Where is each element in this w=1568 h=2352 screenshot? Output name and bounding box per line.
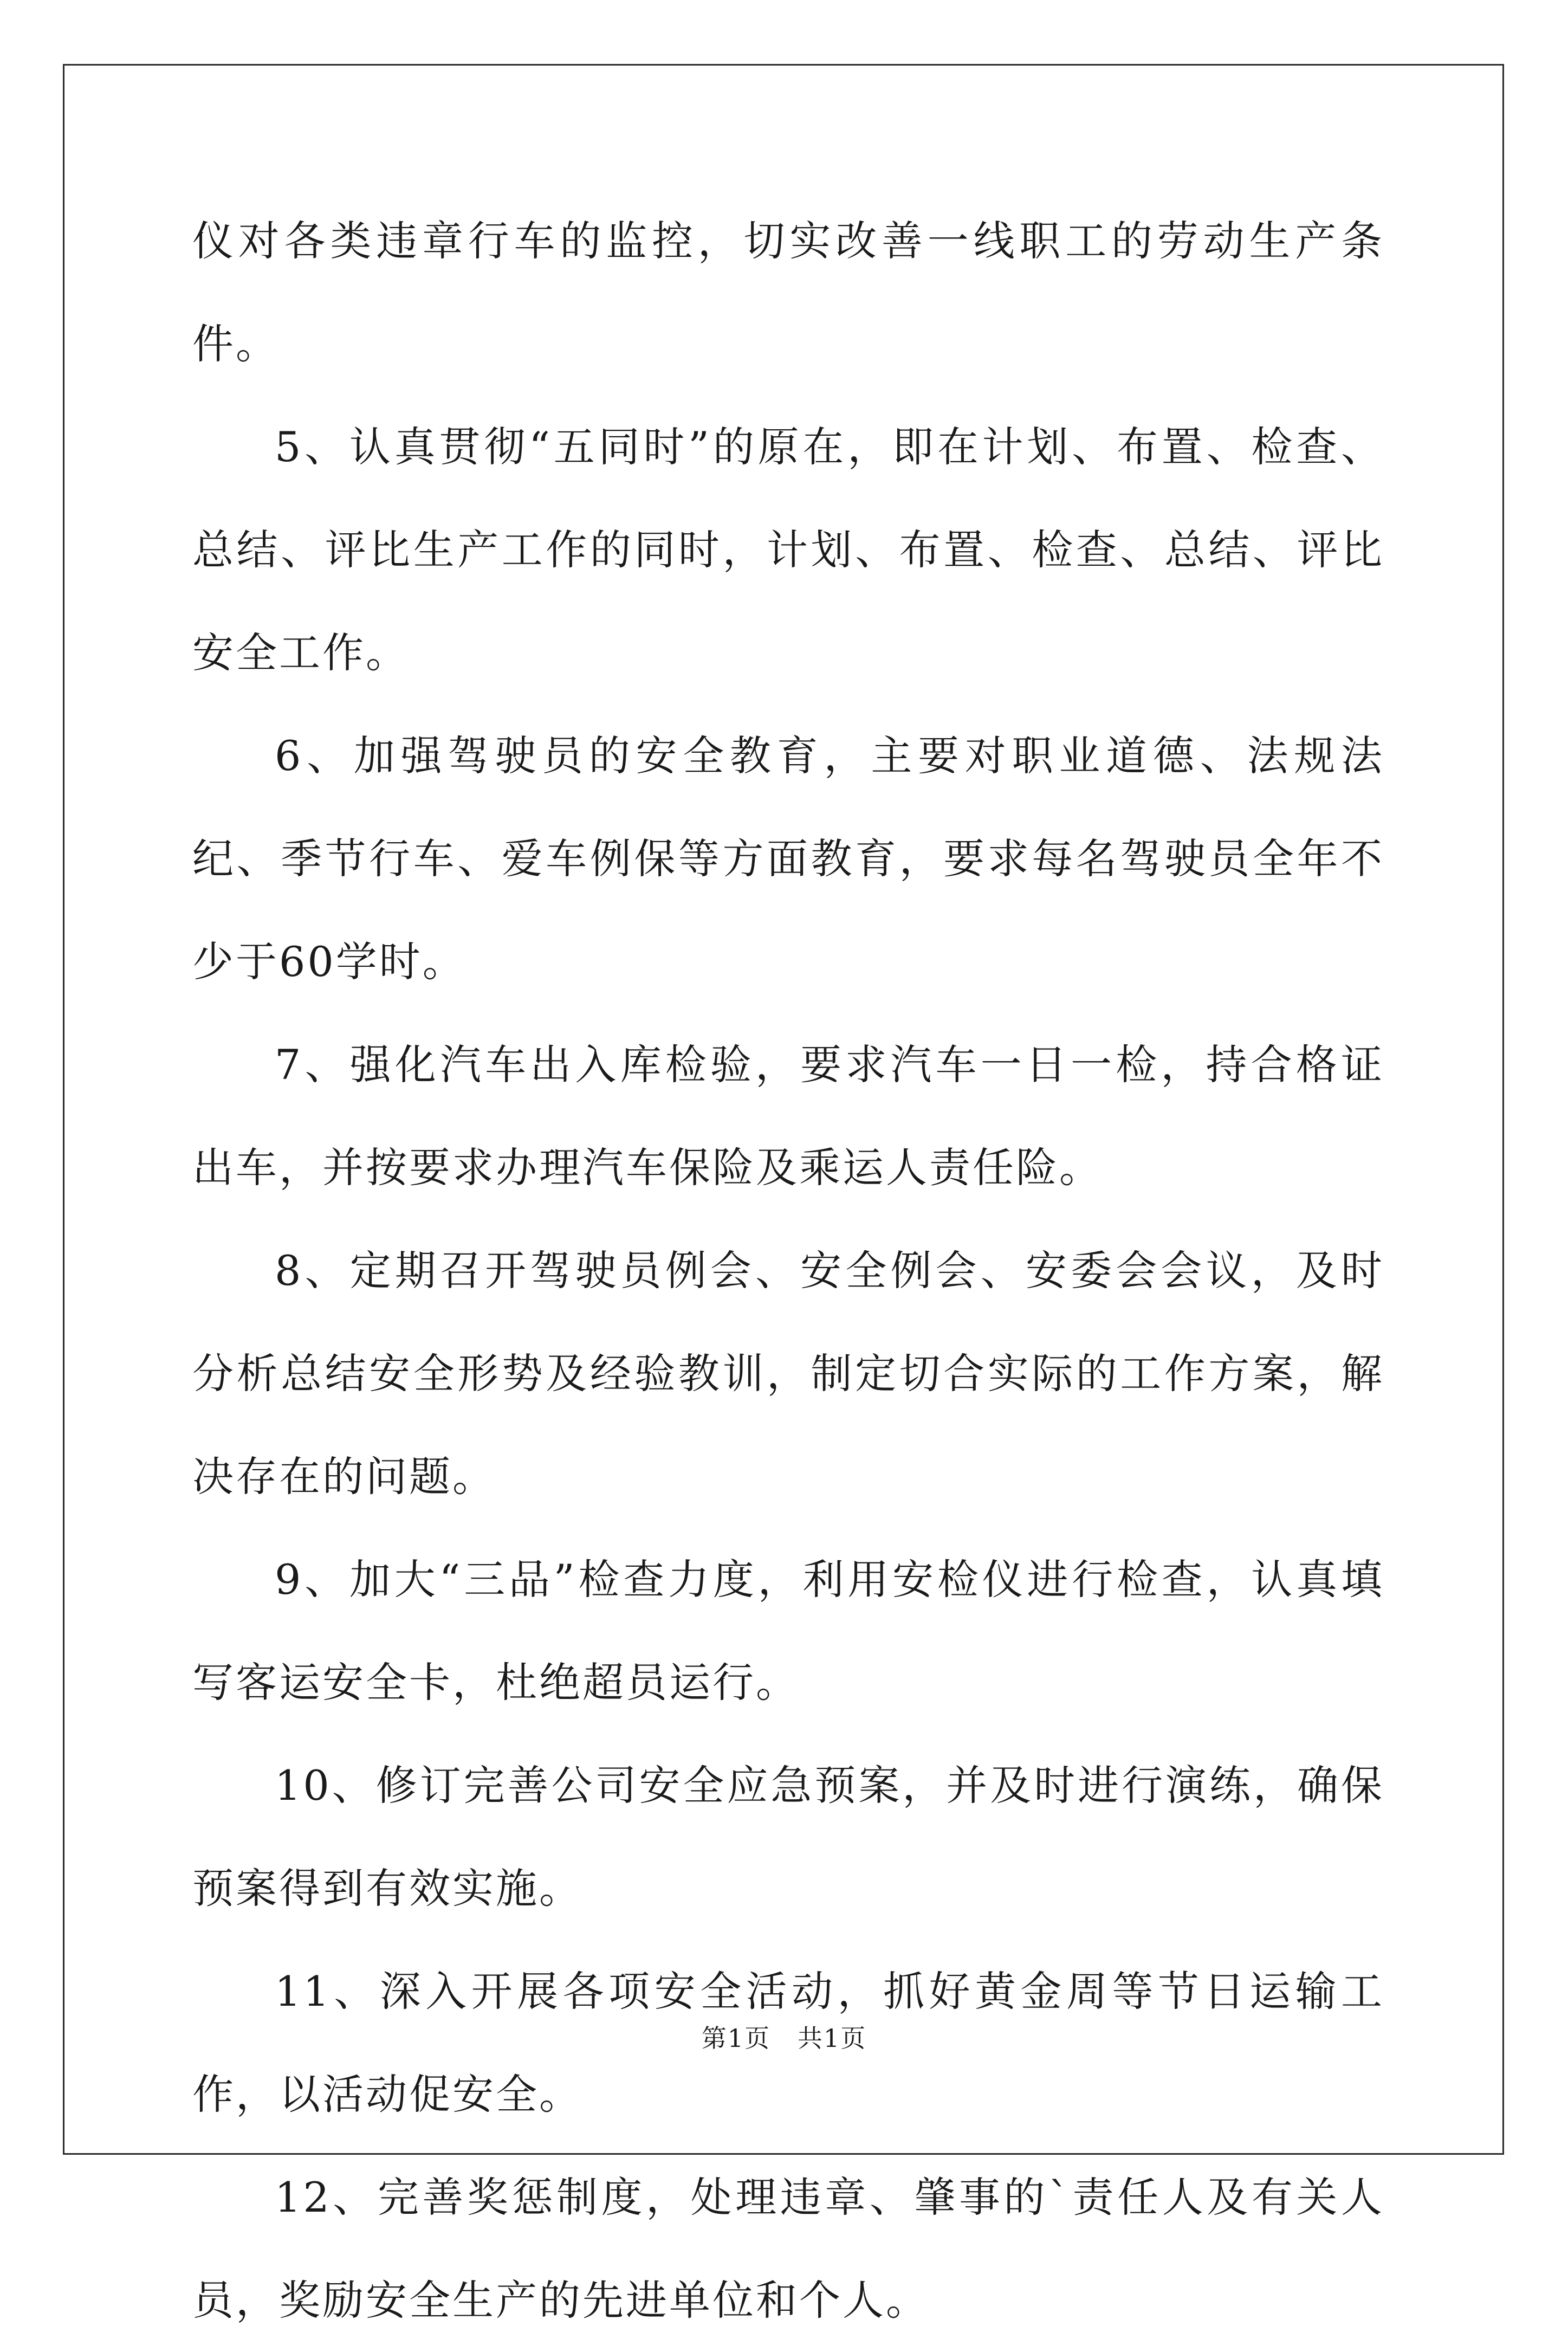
paragraph-item-5: 5、认真贯彻“五同时”的原在，即在计划、布置、检查、总结、评比生产工作的同时，计划、布置、检查、总结、评比安全工作。 [192, 423, 1384, 677]
paragraph-item-9: 9、加大“三品”检查力度，利用安检仪进行检查，认真填写客运安全卡，杜绝超员运行。 [192, 1555, 1384, 1707]
paragraph-item-8: 8、定期召开驾驶员例会、安全例会、安委会会议，及时分析总结安全形势及经验教训，制定切合实际的工作方案，解决存在的问题。 [192, 1246, 1384, 1501]
paragraph-item-6: 6、加强驾驶员的安全教育，主要对职业道德、法规法纪、季节行车、爱车例保等方面教育，要求每名驾驶员全年不少于60学时。 [192, 732, 1384, 986]
paragraph-item-11: 11、深入开展各项安全活动，抓好黄金周等节日运输工作，以活动促安全。 [192, 1967, 1384, 2118]
paragraph-item-10: 10、修订完善公司安全应急预案，并及时进行演练，确保预案得到有效实施。 [192, 1761, 1384, 1912]
page-number: 第1页 共1页 [701, 2024, 867, 2053]
paragraph-continuation: 仪对各类违章行车的监控，切实改善一线职工的劳动生产条件。 [192, 217, 1384, 368]
paragraph-item-7: 7、强化汽车出入库检验，要求汽车一日一检，持合格证出车，并按要求办理汽车保险及乘运人责任险。 [192, 1041, 1384, 1192]
paragraph-item-12: 12、完善奖惩制度，处理违章、肇事的`责任人及有关人员，奖励安全生产的先进单位和个人。 [192, 2173, 1384, 2324]
page-footer [0, 2019, 1568, 2054]
